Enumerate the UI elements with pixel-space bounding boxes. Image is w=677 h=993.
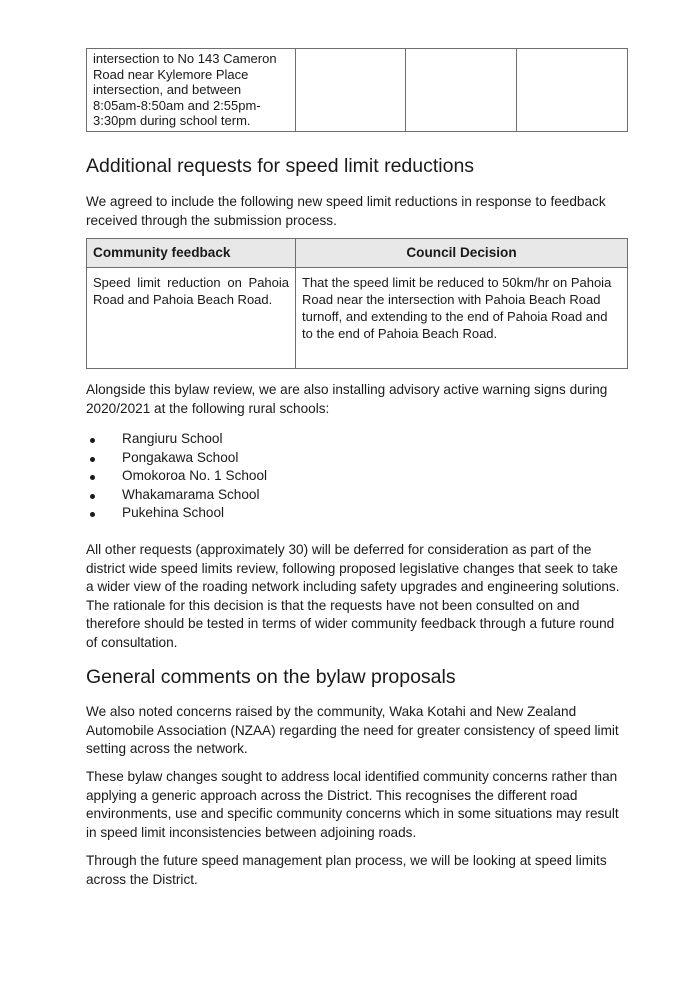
table-header-row (87, 239, 628, 268)
table-row (87, 49, 628, 132)
table-cell-empty (296, 49, 406, 132)
section-heading-general-comments: General comments on the bylaw proposals (86, 666, 456, 688)
list-item: Pukehina School (86, 504, 267, 523)
list-item: Rangiuru School (86, 430, 267, 449)
list-item: Pongakawa School (86, 449, 267, 468)
table-cell-description: intersection to No 143 Cameron Road near Kylemore Place intersection, and between 8:05am-8:50am and 2:55pm-3:30pm during school term. (87, 49, 296, 132)
section-heading-additional-requests: Additional requests for speed limit reductions (86, 155, 475, 177)
table-cell-empty (406, 49, 517, 132)
cell-feedback: Speed limit reduction on Pahoia Road and Pahoia Beach Road. (87, 268, 296, 369)
advisory-paragraph: Alongside this bylaw review, we are also installing advisory active warning signs during 2020/2021 at the following rural schools: (86, 382, 608, 416)
table-cell-empty (517, 49, 628, 132)
deferred-paragraph: All other requests (approximately 30) will be deferred for consideration as part of the district wide speed limits review, following proposed legislative changes that seek to take a wider view of the roading network including safety upgrades and engineering solutions. The rationale for this decision is that the requests have not been consulted on and therefore should be tested in terms of wider community feedback through a future round of consultation. (86, 542, 620, 650)
general-paragraph-2: These bylaw changes sought to address local identified community concerns rather than applying a generic approach across the District. This recognises the different road environments, use and specific community concerns which in some situations may result in speed limit inconsistencies between adjoining roads. (86, 769, 619, 840)
header-community-feedback: Community feedback (87, 239, 296, 268)
schools-list (86, 430, 267, 523)
header-council-decision: Council Decision (296, 239, 628, 268)
table-row (87, 268, 628, 369)
speed-limit-table-continued (86, 48, 628, 132)
intro-paragraph: We agreed to include the following new speed limit reductions in response to feedback received through the submission process. (86, 194, 606, 228)
general-paragraph-1: We also noted concerns raised by the community, Waka Kotahi and New Zealand Automobile Association (NZAA) regarding the need for greater consistency of speed limit setting across the network. (86, 704, 619, 756)
cell-decision: That the speed limit be reduced to 50km/hr on Pahoia Road near the intersection with Pahoia Beach Road turnoff, and extending to the end of Pahoia Road and to the end of Pahoia Beach Road. (296, 268, 628, 369)
general-paragraph-3: Through the future speed management plan process, we will be looking at speed limits across the District. (86, 853, 607, 887)
council-decision-table (86, 238, 628, 369)
list-item: Omokoroa No. 1 School (86, 467, 267, 486)
list-item: Whakamarama School (86, 486, 267, 505)
